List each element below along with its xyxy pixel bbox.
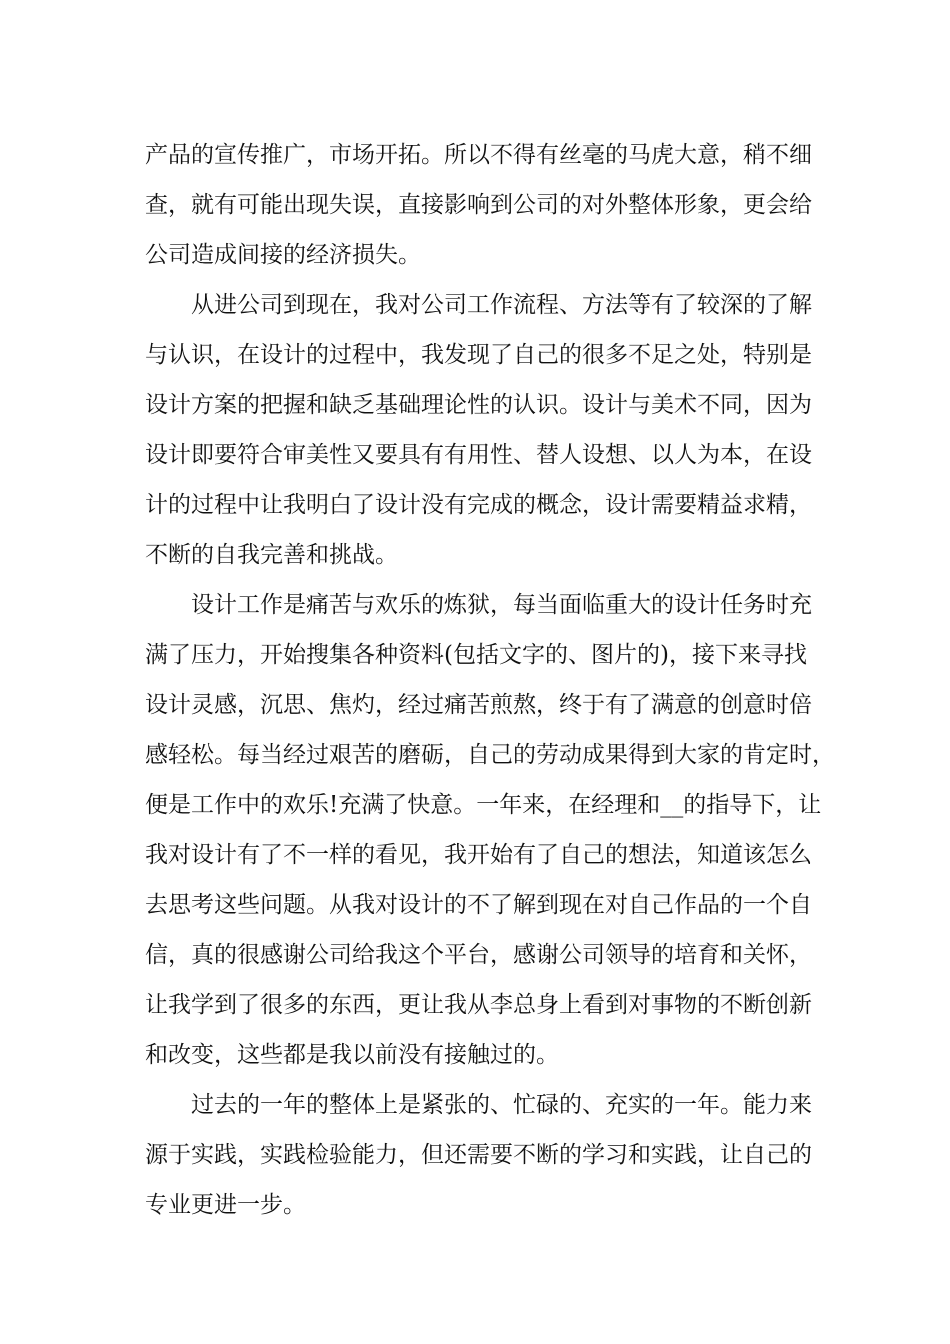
text-line: 信，真的很感谢公司给我这个平台，感谢公司领导的培育和关怀，: [145, 942, 812, 968]
paragraph-first-line: 从进公司到现在，我对公司工作流程、方法等有了较深的了解: [191, 292, 812, 318]
text-line: 不断的自我完善和挑战。: [145, 542, 398, 568]
paragraph-first-line: 过去的一年的整体上是紧张的、忙碌的、充实的一年。能力来: [191, 1092, 812, 1118]
text-line: 公司造成间接的经济损失。: [145, 242, 421, 268]
text-line: 便是工作中的欢乐!充满了快意。一年来，在经理和__的指导下，让: [145, 792, 822, 818]
text-line: 查，就有可能出现失误，直接影响到公司的对外整体形象，更会给: [145, 192, 812, 218]
text-line: 让我学到了很多的东西，更让我从李总身上看到对事物的不断创新: [145, 992, 812, 1018]
text-line: 产品的宣传推广，市场开拓。所以不得有丝毫的马虎大意，稍不细: [145, 142, 812, 168]
text-line: 专业更进一步。: [145, 1192, 306, 1218]
text-line: 和改变，这些都是我以前没有接触过的。: [145, 1042, 559, 1068]
text-line: 设计即要符合审美性又要具有有用性、替人设想、以人为本，在设: [145, 442, 812, 468]
text-line: 设计方案的把握和缺乏基础理论性的认识。设计与美术不同，因为: [145, 392, 812, 418]
text-line: 感轻松。每当经过艰苦的磨砺，自己的劳动成果得到大家的肯定时，: [145, 742, 835, 768]
text-line: 计的过程中让我明白了设计没有完成的概念，设计需要精益求精，: [145, 492, 812, 518]
document-body: [145, 130, 835, 1230]
text-line: 满了压力，开始搜集各种资料(包括文字的、图片的)，接下来寻找: [145, 642, 807, 668]
text-line: 我对设计有了不一样的看见，我开始有了自己的想法，知道该怎么: [145, 842, 812, 868]
text-line: 去思考这些问题。从我对设计的不了解到现在对自己作品的一个自: [145, 892, 812, 918]
text-line: 设计灵感，沉思、焦灼，经过痛苦煎熬，终于有了满意的创意时倍: [145, 692, 812, 718]
text-line: 与认识，在设计的过程中，我发现了自己的很多不足之处，特别是: [145, 342, 812, 368]
text-line: 源于实践，实践检验能力，但还需要不断的学习和实践，让自己的: [145, 1142, 812, 1168]
paragraph-first-line: 设计工作是痛苦与欢乐的炼狱，每当面临重大的设计任务时充: [191, 592, 812, 618]
